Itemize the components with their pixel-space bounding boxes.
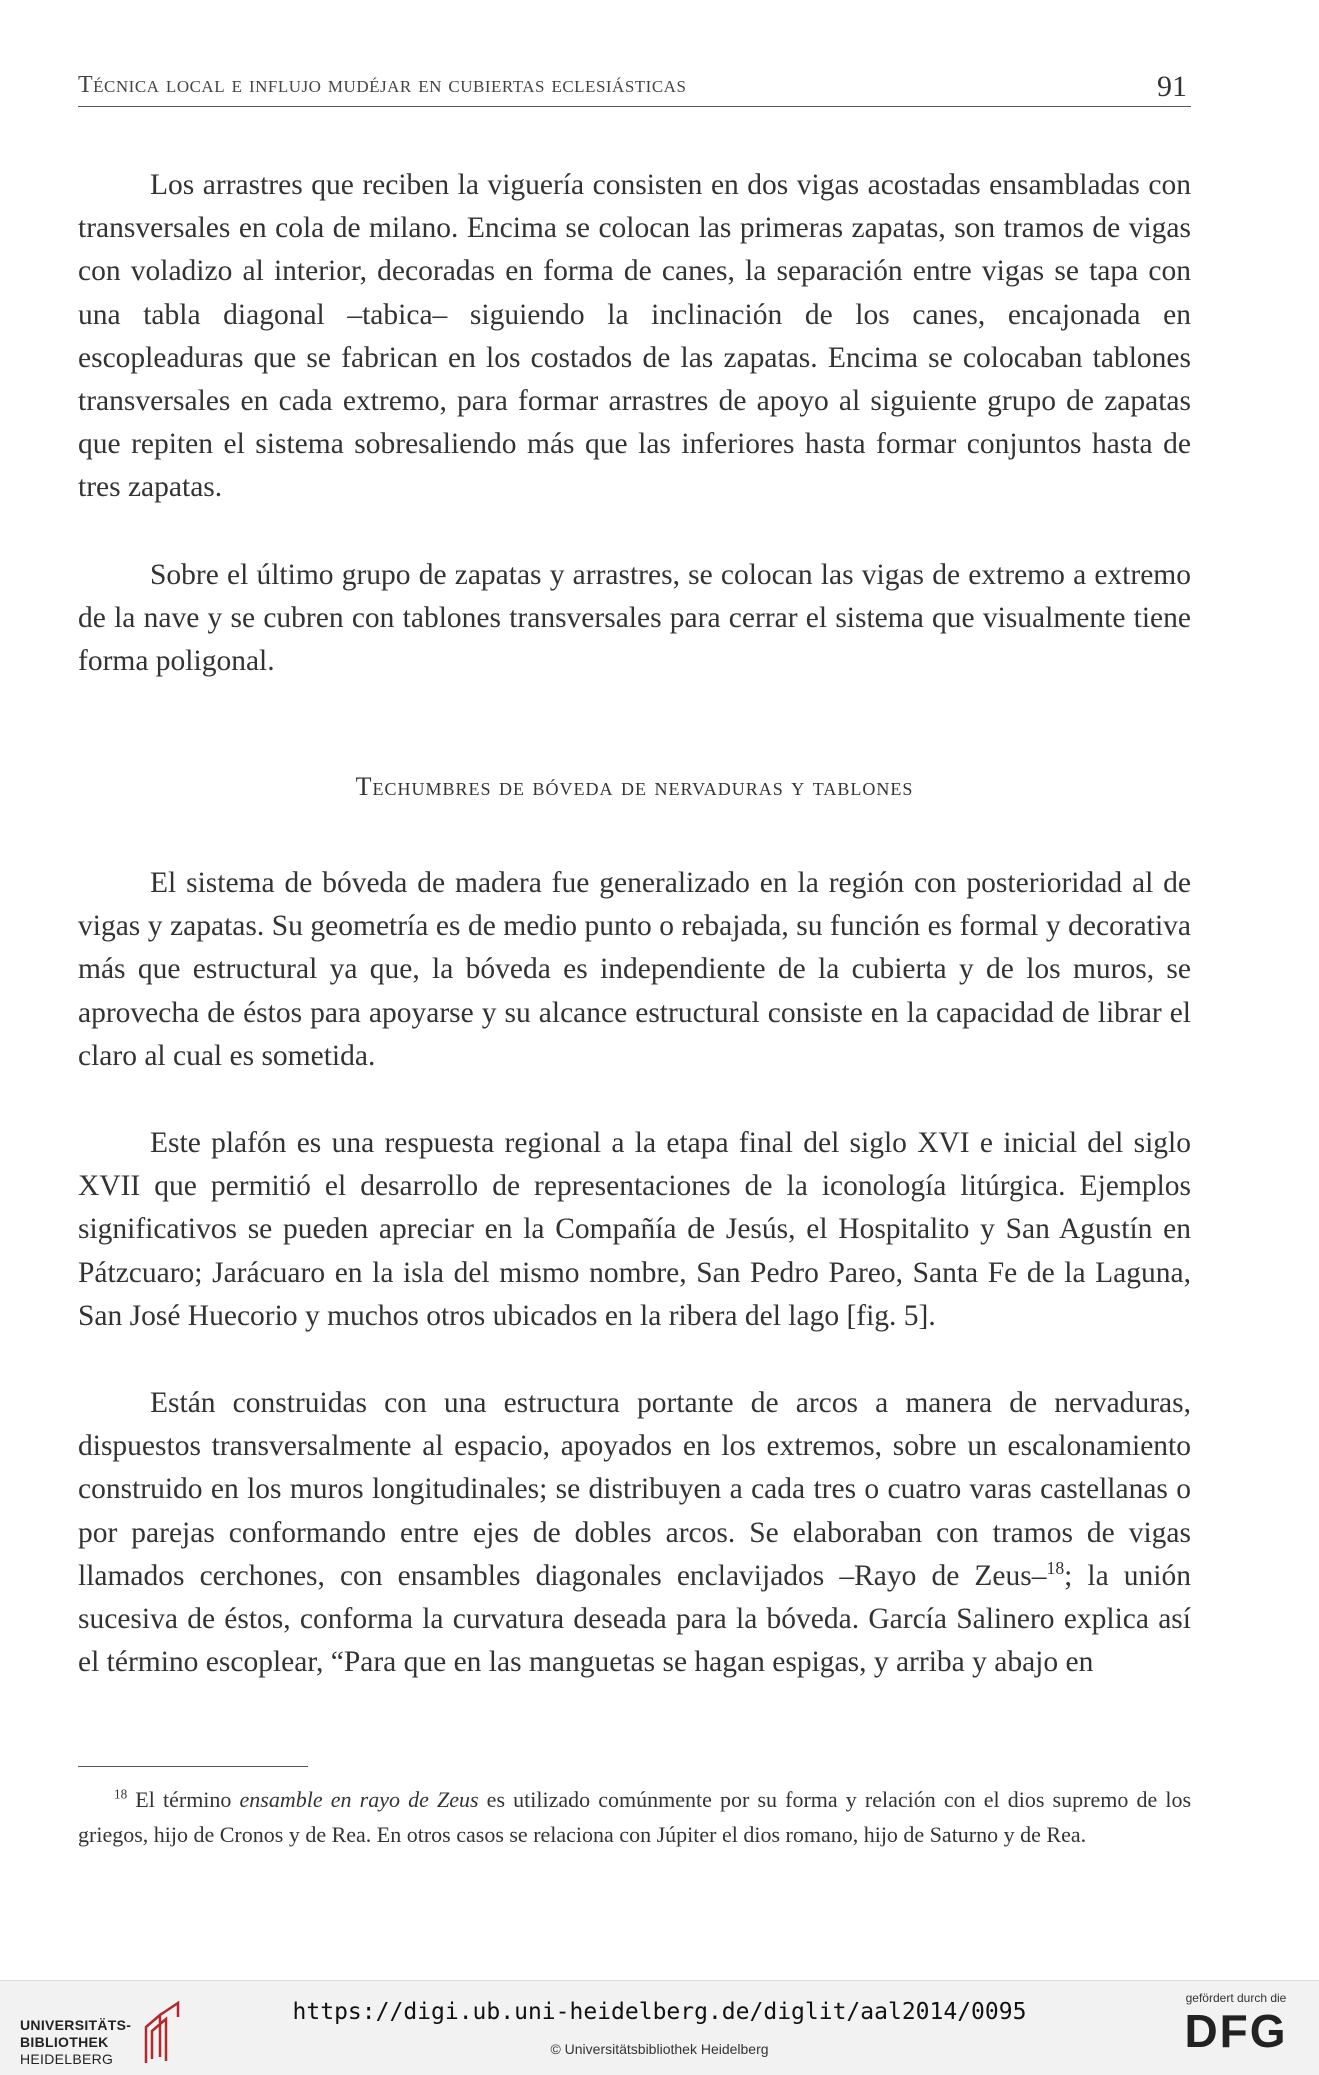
- footnote-separator: [78, 1766, 308, 1767]
- paragraph-2: Sobre el último grupo de zapatas y arrastres, se colocan las vigas de extremo a extremo de la nave y se cubren con tablones transversales para cerrar el sistema que visualmente tiene forma poligonal.: [78, 559, 1191, 678]
- dfg-logo: DFG: [1184, 2005, 1288, 2057]
- library-name-line-1: UNIVERSITÄTS-: [20, 2017, 132, 2033]
- footnote-18: [78, 1782, 1191, 1852]
- footnote-number: 18: [114, 1786, 128, 1802]
- running-title: Técnica local e influjo mudéjar en cubiertas eclesiásticas: [78, 72, 687, 98]
- paragraph-5-text-a: Están construidas con una estructura portante de arcos a manera de nervaduras, dispuestos transversalmente al espacio, apoyados en los extremos, sobre un escalonamiento construido en los muros longitudinales; se distribuyen a cada tres o cuatro varas castellanas o por parejas conformando entre ejes de dobles arcos. Se elaboraban con tramos de vigas llamados cerchones, con ensambles diagonales enclavijados –Rayo de Zeus–: [78, 1387, 1191, 1592]
- paragraph-1: Los arrastres que reciben la viguería consisten en dos vigas acostadas ensambladas con transversales en cola de milano. Encima se colocan las primeras zapatas, son tramos de vigas con voladizo al interior, decoradas en forma de canes, la separación entre vigas se tapa con una tabla diagonal –tabica– siguiendo la inclinación de los canes, encajonada en escopleaduras que se fabrican en los costados de las zapatas. Encima se colocaban tablones transversales en cada extremo, para formar arrastres de apoyo al siguiente grupo de zapatas que repiten el sistema sobresaliendo más que las inferiores hasta formar conjuntos hasta de tres zapatas.: [78, 169, 1191, 504]
- copyright-notice: © Universitätsbibliothek Heidelberg: [550, 2041, 769, 2057]
- footnote-text-lead: El término: [127, 1787, 240, 1812]
- library-name-line-2: BIBLIOTHEK: [20, 2034, 109, 2050]
- paragraph-4: Este plafón es una respuesta regional a la etapa final del siglo XVI e inicial del siglo XVII que permitió el desarrollo de representaciones de la iconología litúrgica. Ejemplos significativos se pueden apreciar en la Compañía de Jesús, el Hospitalito y San Agustín en Pátzcuaro; Jarácuaro en la isla del mismo nombre, San Pedro Pareo, Santa Fe de la Laguna, San José Huecorio y muchos otros ubicados en la ribera del lago [fig. 5].: [78, 1127, 1191, 1332]
- footnote-reference[interactable]: 18: [1046, 1557, 1065, 1578]
- paragraph-5-text-b: ; la unión sucesiva de éstos, conforma la curvatura deseada para la bóveda. García Salinero explica así el término escoplear, “Para que en las manguetas se hagan espigas, y arriba y abajo en: [78, 1559, 1191, 1679]
- permalink-url[interactable]: https://digi.ub.uni-heidelberg.de/diglit/aal2014/0095: [292, 1999, 1027, 2025]
- digitization-footer: [0, 1980, 1319, 2075]
- running-header: [78, 70, 1191, 107]
- footnote-italic-term: ensamble en rayo de Zeus: [239, 1787, 479, 1812]
- footnote-text-rest: es utilizado comúnmente por su forma y relación con el dios supremo de los griegos, hijo de Cronos y de Rea. En otros casos se relaciona con Júpiter el dios romano, hijo de Saturno y de Rea.: [78, 1787, 1192, 1847]
- paragraph-5: [78, 1382, 1191, 1684]
- paragraph-3: El sistema de bóveda de madera fue generalizado en la región con posterioridad al de vigas y zapatas. Su geometría es de medio punto o rebajada, su función es formal y decorativa más que estructural ya que, la bóveda es independiente de la cubierta y de los muros, se aprovecha de éstos para apoyarse y su alcance estructural consiste en la capacidad de librar el claro al cual es sometida.: [78, 867, 1191, 1072]
- library-name-line-3: HEIDELBERG: [20, 2051, 114, 2067]
- section-heading: Techumbres de bóveda de nervaduras y tablones: [355, 772, 914, 801]
- page-number: 91: [1157, 70, 1187, 103]
- sponsor-logo[interactable]: [1171, 1987, 1301, 2069]
- sponsor-label: gefördert durch die: [1185, 1991, 1287, 2005]
